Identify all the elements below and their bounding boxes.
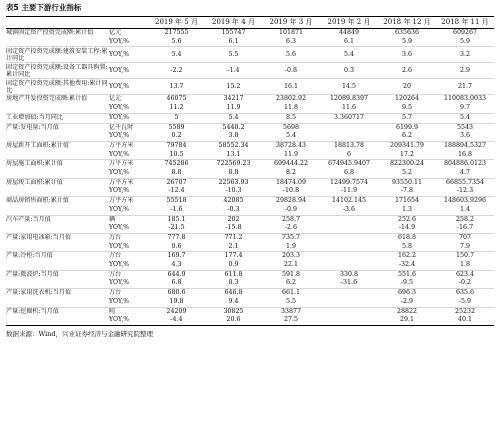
value-cell: 735.7	[281, 233, 301, 241]
value-cell: 13.7	[148, 79, 205, 95]
value-cell: -10.8	[262, 187, 320, 196]
value-cell: 6.2	[378, 132, 436, 141]
indicator-name	[6, 132, 108, 141]
value-cell: 5.8	[378, 243, 436, 252]
value-cell: 1.9	[262, 243, 320, 252]
value-cell: -11.9	[320, 187, 378, 196]
value-cell: 2.9	[436, 63, 494, 79]
value-cell: 14.5	[320, 79, 378, 95]
value-cell: 5.4	[320, 47, 378, 63]
value-cell: 635.6	[455, 289, 475, 297]
table-number: 表5	[6, 3, 19, 12]
value-cell: -16.7	[436, 224, 494, 233]
indicator-name	[6, 187, 108, 196]
value-cell: 618.8	[397, 233, 417, 241]
value-cell: 5.2	[378, 169, 436, 178]
indicator-unit: YOY,%	[108, 206, 148, 215]
value-cell: 611.8	[224, 270, 243, 278]
value-cell: 44849	[338, 29, 360, 36]
value-cell: 5.9	[436, 38, 494, 47]
value-cell: 79784	[166, 141, 187, 149]
value-cell: -10.3	[205, 187, 262, 196]
indicator-unit: 辆	[109, 215, 116, 223]
value-cell: 6.2	[262, 279, 320, 288]
value-cell: 745286	[164, 160, 189, 168]
value-cell: 5.5	[205, 47, 262, 63]
indicator-unit: 万台	[109, 289, 122, 297]
value-cell: 6.8	[148, 279, 205, 288]
table-row	[6, 206, 494, 215]
value-cell: 55518	[166, 197, 187, 205]
indicator-unit: 万台	[109, 252, 122, 260]
table-row	[6, 63, 494, 79]
value-cell: 10.5	[148, 151, 205, 160]
value-cell: 699444.22	[273, 160, 309, 168]
indicator-unit: YOY,%	[108, 104, 148, 113]
value-cell: 5698	[282, 123, 300, 131]
indicator-unit: 万平方米	[109, 141, 134, 149]
value-cell: 8.3	[205, 279, 262, 288]
indicator-name: 产量:冷柜:当月值	[6, 252, 53, 260]
value-cell	[320, 298, 378, 307]
table-row	[6, 316, 494, 325]
value-cell: 2.1	[205, 243, 262, 252]
value-cell: 11.6	[320, 104, 378, 113]
value-cell: 0.6	[148, 243, 205, 252]
value-cell: 9.7	[436, 104, 494, 113]
value-cell: -4.4	[148, 316, 205, 325]
indicator-name: 房屋新开工面积:累计值	[6, 141, 69, 149]
indicator-unit: YOY,%	[108, 63, 148, 79]
indicator-name: 城镇固定资产投资完成额:累计值	[6, 29, 94, 36]
table-row	[6, 47, 494, 63]
value-cell: 38728.43	[275, 141, 307, 149]
table-row	[6, 289, 494, 298]
value-cell: 188894.5327	[443, 141, 487, 149]
indicator-name: 产量:挖掘机:当月值	[6, 307, 59, 315]
value-cell: 34217	[223, 95, 244, 103]
value-cell: 3.8	[205, 132, 262, 141]
indicator-unit: YOY,%	[108, 47, 148, 63]
value-cell: 4.7	[436, 169, 494, 178]
indicator-unit: 万平方米	[109, 178, 134, 186]
value-cell: 5.4	[262, 132, 320, 141]
table-row	[6, 270, 494, 279]
table-row	[6, 104, 494, 113]
value-cell: 26707	[166, 178, 187, 186]
value-cell: 13.1	[205, 151, 262, 160]
value-cell: 11.2	[148, 104, 205, 113]
value-cell: 551.6	[397, 270, 417, 278]
value-cell: 777.8	[167, 233, 186, 241]
value-cell: 5.4	[148, 47, 205, 63]
value-cell: 330.8	[339, 270, 359, 278]
value-cell: -5.9	[436, 298, 494, 307]
value-cell: 0.9	[205, 261, 262, 270]
column-header: 2019 年 2 月	[320, 17, 378, 29]
value-cell: 3.360717	[320, 113, 378, 123]
value-cell: 11.9	[262, 151, 320, 160]
value-cell: 8.2	[262, 169, 320, 178]
value-cell: 22.1	[262, 261, 320, 270]
value-cell: 27.5	[262, 316, 320, 325]
indicator-unit: 万平方米	[109, 160, 134, 168]
value-cell: 7.9	[436, 243, 494, 252]
column-header: 2019 年 4 月	[205, 17, 262, 29]
value-cell: 16.8	[436, 151, 494, 160]
table-row	[6, 151, 494, 160]
header-row	[6, 17, 494, 29]
indicator-unit: 亿元	[109, 95, 122, 103]
value-cell: -14.9	[378, 224, 436, 233]
column-header: 2018 年 11 月	[436, 17, 494, 29]
value-cell: 24209	[166, 307, 187, 315]
value-cell: 33877	[280, 307, 302, 315]
value-cell: 707	[458, 233, 472, 241]
table-row	[6, 298, 494, 307]
value-cell: 5543	[456, 123, 474, 131]
value-cell: 40.1	[436, 316, 494, 325]
indicator-name: 房屋施工面积:累计值	[6, 160, 63, 168]
indicator-name: 房屋竣工面积:累计值	[6, 178, 63, 186]
value-cell: 9.5	[378, 104, 436, 113]
indicator-unit: YOY,%	[108, 224, 148, 233]
indicator-name	[6, 298, 108, 307]
value-cell: 1.4	[436, 206, 494, 215]
table-row	[6, 307, 494, 316]
table-row	[6, 123, 494, 132]
value-cell: 674945.9407	[327, 160, 371, 168]
value-cell: 8.8	[148, 169, 205, 178]
value-cell: 804886.0123	[443, 160, 487, 168]
value-cell	[320, 316, 378, 325]
value-cell: 155747	[221, 29, 246, 36]
table-row	[6, 29, 494, 38]
value-cell: 6.3	[262, 38, 320, 47]
value-cell: 209341.79	[389, 141, 425, 149]
table-row	[6, 261, 494, 270]
column-header: 2019 年 3 月	[262, 17, 320, 29]
table-row	[6, 233, 494, 242]
value-cell: -1.6	[148, 206, 205, 215]
indicator-unit: YOY,%	[108, 279, 148, 288]
value-cell: 3.6	[436, 132, 494, 141]
value-cell: 17.2	[378, 151, 436, 160]
indicator-unit: YOY,%	[108, 79, 148, 95]
value-cell: 29828.94	[275, 197, 307, 205]
indicator-name: 产量:家用电冰箱:当月值	[6, 233, 72, 241]
value-cell: 5.4	[205, 113, 262, 123]
value-cell: 5.4	[436, 113, 494, 123]
value-cell: -3.6	[320, 206, 378, 215]
value-cell: 5.6	[148, 38, 205, 47]
indicator-name: 产量:微波炉:当月值	[6, 270, 59, 278]
value-cell	[320, 307, 378, 316]
table-row	[6, 141, 494, 150]
value-cell: 42085	[223, 197, 244, 205]
indicator-unit: 万平方米	[109, 197, 134, 205]
indicator-name: 工业增加值:当月同比	[6, 113, 108, 123]
table-row	[6, 252, 494, 261]
value-cell: 101871	[278, 29, 304, 36]
value-cell: 202	[227, 215, 240, 223]
value-cell: 5440.2	[222, 123, 245, 131]
value-cell: 252.6	[397, 215, 417, 223]
value-cell: 0.3	[320, 63, 378, 79]
indicator-table	[6, 16, 494, 326]
table-row	[6, 243, 494, 252]
indicator-unit: 万台	[109, 270, 122, 278]
table-row	[6, 178, 494, 187]
document-page	[6, 2, 494, 339]
value-cell: -12.4	[148, 187, 205, 196]
value-cell: 8.5	[262, 113, 320, 123]
indicator-unit: YOY,%	[108, 187, 148, 196]
value-cell: 822300.24	[389, 160, 425, 168]
value-cell	[320, 224, 378, 233]
value-cell: 203.3	[281, 252, 301, 260]
value-cell: 3.2	[436, 47, 494, 63]
indicator-unit: YOY,%	[108, 38, 148, 47]
value-cell: 18813.78	[333, 141, 365, 149]
value-cell: 5.7	[378, 113, 436, 123]
indicator-name	[6, 316, 108, 325]
value-cell: 4.3	[148, 261, 205, 270]
indicator-name	[6, 38, 108, 47]
indicator-name	[6, 243, 108, 252]
value-cell: 14102.145	[331, 197, 367, 205]
value-cell: 1.8	[436, 261, 494, 270]
value-cell: -31.6	[320, 279, 378, 288]
value-cell: -32.4	[378, 261, 436, 270]
value-cell: 12089.8397	[329, 95, 369, 103]
table-title-text: 主要下游行业指标	[21, 3, 82, 12]
value-cell: 18474.09	[275, 178, 307, 186]
indicator-unit: YOY,%	[108, 261, 148, 270]
indicator-unit: YOY,%	[108, 113, 148, 123]
column-header: 2018 年 12 月	[378, 17, 436, 29]
value-cell: 21.7	[436, 79, 494, 95]
value-cell: 20	[378, 79, 436, 95]
table-row	[6, 95, 494, 104]
value-cell: 23802.92	[275, 95, 307, 103]
table-body	[6, 29, 494, 326]
indicator-name: 固定资产投资完成额:其他费用:累计同比	[6, 79, 108, 94]
value-cell: 5.5	[262, 298, 320, 307]
value-cell: 16.1	[262, 79, 320, 95]
table-row	[6, 197, 494, 206]
value-cell: 5589	[168, 123, 185, 131]
value-cell: 591.8	[281, 270, 301, 278]
value-cell: 19.8	[148, 298, 205, 307]
value-cell: 6.1	[320, 38, 378, 47]
value-cell: 6.8	[320, 169, 378, 178]
value-cell: 5.6	[262, 47, 320, 63]
indicator-unit: 亿千瓦时	[109, 123, 134, 131]
indicator-unit: YOY,%	[108, 132, 148, 141]
data-source-note: 数据来源：Wind，兴业证券经济与金融研究院整理	[6, 329, 153, 338]
value-cell: 623.4	[455, 270, 475, 278]
indicator-unit: YOY,%	[108, 316, 148, 325]
indicator-name: 产量:家用洗衣机:当月值	[6, 289, 72, 297]
indicator-name: 固定资产投资完成额:设备工器具购置:累计同比	[6, 63, 108, 78]
indicator-unit: YOY,%	[108, 298, 148, 307]
value-cell: -0.2	[436, 279, 494, 288]
value-cell: 635636	[394, 29, 420, 36]
value-cell: 258.2	[455, 215, 475, 223]
value-cell	[320, 132, 378, 141]
table-row	[6, 279, 494, 288]
value-cell: -2.6	[262, 224, 320, 233]
value-cell: 609267	[452, 29, 478, 36]
value-cell: 680.6	[167, 289, 186, 297]
table-row	[6, 113, 494, 123]
value-cell: 1.3	[378, 206, 436, 215]
indicator-name	[6, 224, 108, 233]
value-cell: -0.3	[205, 206, 262, 215]
indicator-name	[6, 279, 108, 288]
value-cell: 162.2	[397, 252, 417, 260]
table-row	[6, 79, 494, 95]
value-cell: 646.8	[224, 289, 243, 297]
value-cell: -2.2	[148, 63, 205, 79]
value-cell: 66855.7354	[445, 178, 485, 186]
indicator-name: 商品房销售面积:累计值	[6, 197, 69, 205]
value-cell: 6.1	[205, 38, 262, 47]
value-cell: 5	[148, 113, 205, 123]
table-row	[6, 215, 494, 224]
column-header	[6, 17, 108, 29]
indicator-name	[6, 104, 108, 113]
value-cell: 58552.34	[218, 141, 249, 149]
value-cell: 258.7	[281, 215, 301, 223]
value-cell: -7.8	[378, 187, 436, 196]
value-cell: -2.9	[378, 298, 436, 307]
indicator-unit: 吨	[109, 307, 116, 315]
indicator-name: 产量:发电量:当月值	[6, 123, 59, 131]
column-header	[108, 17, 148, 29]
table-row	[6, 224, 494, 233]
value-cell: 22563.93	[218, 178, 249, 186]
table-row	[6, 160, 494, 169]
value-cell: 8.8	[205, 169, 262, 178]
value-cell: 28822	[396, 307, 418, 315]
value-cell	[320, 123, 378, 132]
value-cell: 177.4	[224, 252, 243, 260]
value-cell: 15.2	[205, 79, 262, 95]
value-cell: 169.7	[167, 252, 186, 260]
indicator-unit: YOY,%	[108, 169, 148, 178]
value-cell: 12499.7574	[329, 178, 369, 186]
value-cell	[320, 215, 378, 224]
indicator-unit: YOY,%	[108, 243, 148, 252]
value-cell: 2.6	[378, 63, 436, 79]
value-cell	[320, 252, 378, 261]
value-cell: -15.8	[205, 224, 262, 233]
value-cell: 93550.11	[391, 178, 423, 186]
value-cell: 661.1	[281, 289, 301, 297]
value-cell: 217555	[164, 29, 189, 36]
value-cell: 722569.23	[216, 160, 251, 168]
value-cell: 46075	[166, 95, 187, 103]
value-cell: -0.9	[262, 206, 320, 215]
column-header: 2019 年 5 月	[148, 17, 205, 29]
value-cell: 6199.9	[395, 123, 419, 131]
table-title	[6, 2, 494, 14]
value-cell: 644.9	[167, 270, 186, 278]
value-cell: 5.9	[378, 38, 436, 47]
value-cell: 3.6	[378, 47, 436, 63]
indicator-name: 汽车产量:当月值	[6, 215, 51, 223]
value-cell: -12.3	[436, 187, 494, 196]
value-cell: -0.8	[262, 63, 320, 79]
value-cell: 171654	[394, 197, 420, 205]
value-cell: 696.3	[397, 289, 417, 297]
value-cell: 6	[320, 151, 378, 160]
value-cell: 150.7	[455, 252, 475, 260]
value-cell	[320, 261, 378, 270]
value-cell: 20.6	[205, 316, 262, 325]
indicator-name	[6, 151, 108, 160]
value-cell: 185.1	[167, 215, 186, 223]
indicator-name	[6, 206, 108, 215]
table-row	[6, 38, 494, 47]
value-cell	[320, 233, 378, 242]
table-row	[6, 187, 494, 196]
value-cell: 0.2	[148, 132, 205, 141]
indicator-name: 固定资产投资完成额:建筑安装工程:累计同比	[6, 47, 108, 62]
value-cell: 120264	[394, 95, 420, 103]
value-cell: 11.9	[205, 104, 262, 113]
value-cell: -21.5	[148, 224, 205, 233]
value-cell	[320, 289, 378, 298]
indicator-unit: YOY,%	[108, 151, 148, 160]
indicator-unit: 亿元	[109, 29, 122, 36]
value-cell: 148603.9296	[443, 197, 487, 205]
table-row	[6, 132, 494, 141]
value-cell: -1.4	[205, 63, 262, 79]
value-cell: 9.4	[205, 298, 262, 307]
value-cell: 771.2	[224, 233, 243, 241]
value-cell: 29.1	[378, 316, 436, 325]
value-cell: 110083.0033	[443, 95, 487, 103]
indicator-name	[6, 169, 108, 178]
indicator-name	[6, 261, 108, 270]
value-cell: -9.5	[378, 279, 436, 288]
table-row	[6, 169, 494, 178]
value-cell	[320, 243, 378, 252]
indicator-name: 房地产开发投资完成额:累计值	[6, 95, 88, 103]
value-cell: 11.8	[262, 104, 320, 113]
indicator-unit: 万台	[109, 233, 122, 241]
value-cell: 25232	[454, 307, 476, 315]
value-cell: 30825	[223, 307, 244, 315]
